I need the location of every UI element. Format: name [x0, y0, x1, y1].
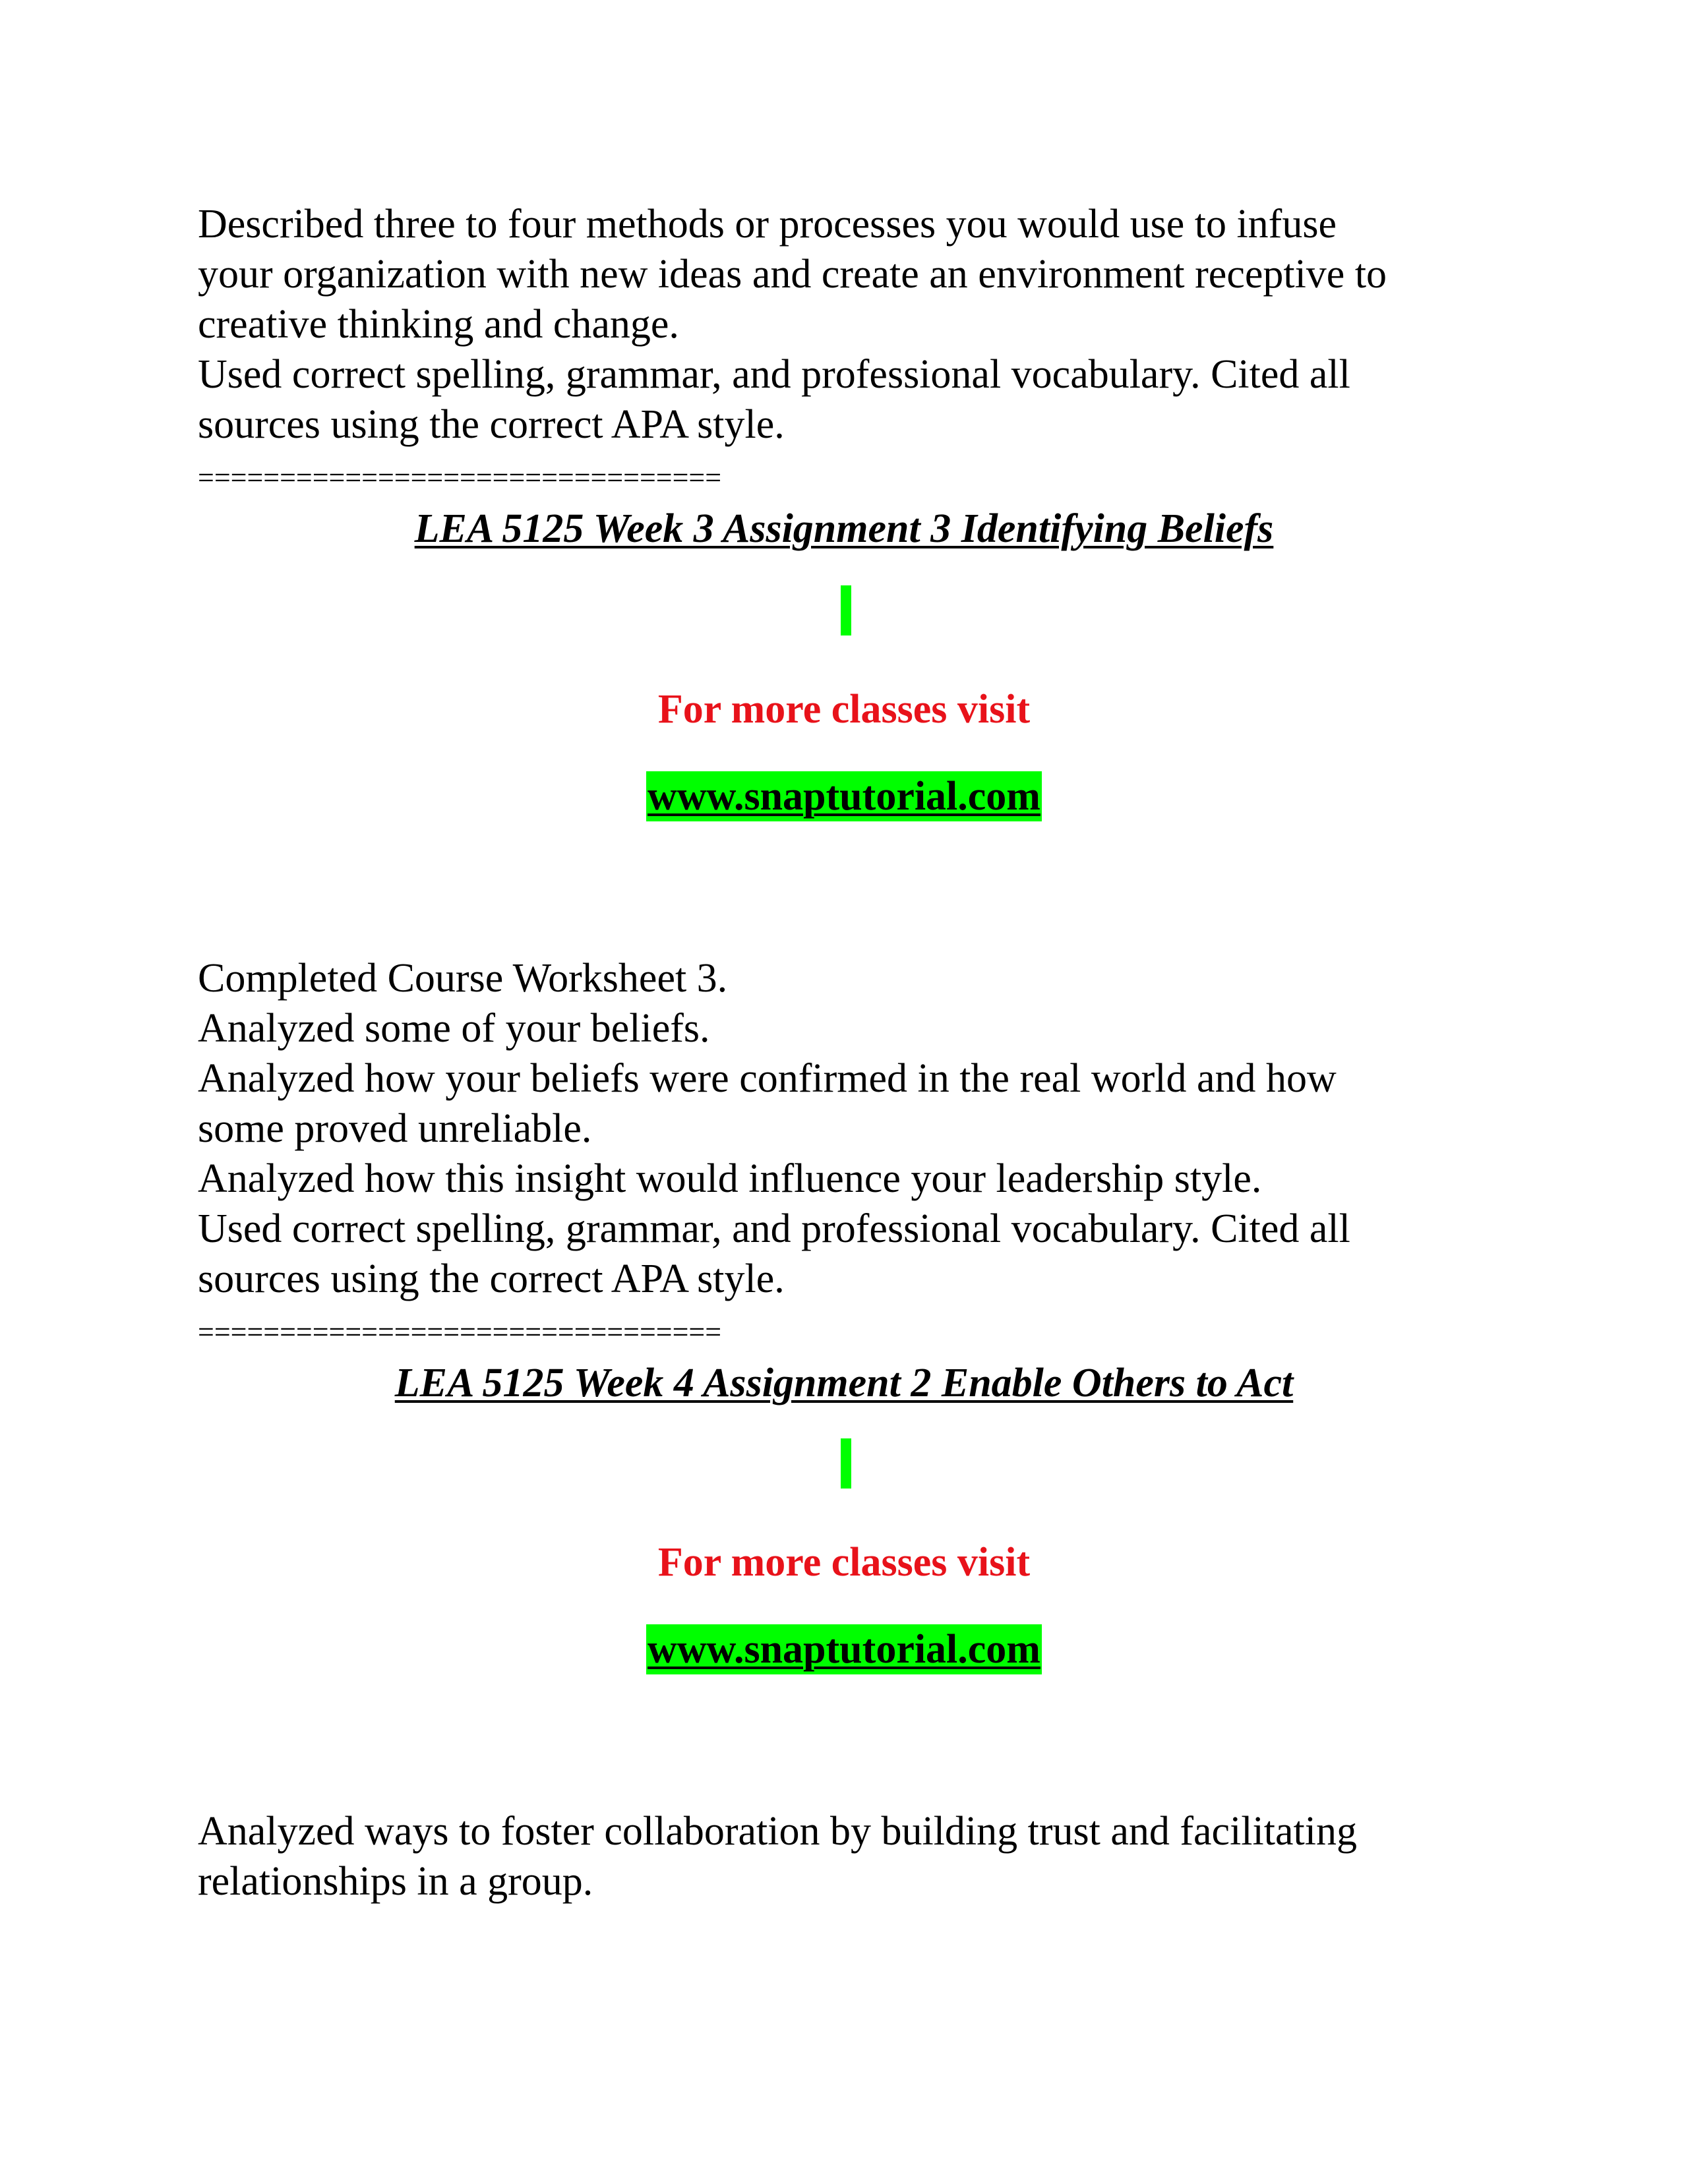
- green-marker: [841, 1438, 851, 1489]
- requirements-list-week4: [198, 1806, 1517, 1906]
- separator-line: ================================: [198, 1316, 722, 1348]
- requirements-list-previous: [198, 199, 1517, 450]
- link-container: [0, 771, 1688, 821]
- requirement-line: Analyzed how your beliefs were confirmed in the real world and how: [198, 1056, 1337, 1101]
- requirement-line: Analyzed some of your beliefs.: [198, 1006, 710, 1051]
- requirement-line: sources using the correct APA style.: [198, 1256, 785, 1301]
- snaptutorial-link[interactable]: www.snaptutorial.com: [646, 1624, 1042, 1674]
- promo-text: For more classes visit: [657, 687, 1031, 732]
- requirement-line: some proved unreliable.: [198, 1106, 592, 1151]
- requirement-line: your organization with new ideas and create an environment receptive to: [198, 252, 1387, 297]
- requirement-line: Used correct spelling, grammar, and professional vocabulary. Cited all: [198, 352, 1350, 397]
- requirement-line: Described three to four methods or processes you would use to infuse: [198, 202, 1337, 247]
- requirements-list-week3: [198, 953, 1517, 1304]
- promo-text: For more classes visit: [657, 1540, 1031, 1585]
- link-container: [0, 1624, 1688, 1674]
- requirement-line: Used correct spelling, grammar, and professional vocabulary. Cited all: [198, 1206, 1350, 1251]
- separator-line: ================================: [198, 461, 722, 494]
- requirement-line: creative thinking and change.: [198, 302, 679, 347]
- assignment-heading-week4: LEA 5125 Week 4 Assignment 2 Enable Others to Act: [394, 1361, 1294, 1405]
- requirement-line: Analyzed how this insight would influence your leadership style.: [198, 1156, 1262, 1201]
- requirement-line: Analyzed ways to foster collaboration by building trust and facilitating: [198, 1809, 1357, 1854]
- requirement-line: Completed Course Worksheet 3.: [198, 956, 728, 1001]
- requirement-line: sources using the correct APA style.: [198, 402, 785, 447]
- requirement-line: relationships in a group.: [198, 1859, 593, 1904]
- snaptutorial-link[interactable]: www.snaptutorial.com: [646, 771, 1042, 821]
- green-marker: [841, 585, 851, 635]
- assignment-heading-week3: LEA 5125 Week 3 Assignment 3 Identifying Beliefs: [414, 506, 1274, 551]
